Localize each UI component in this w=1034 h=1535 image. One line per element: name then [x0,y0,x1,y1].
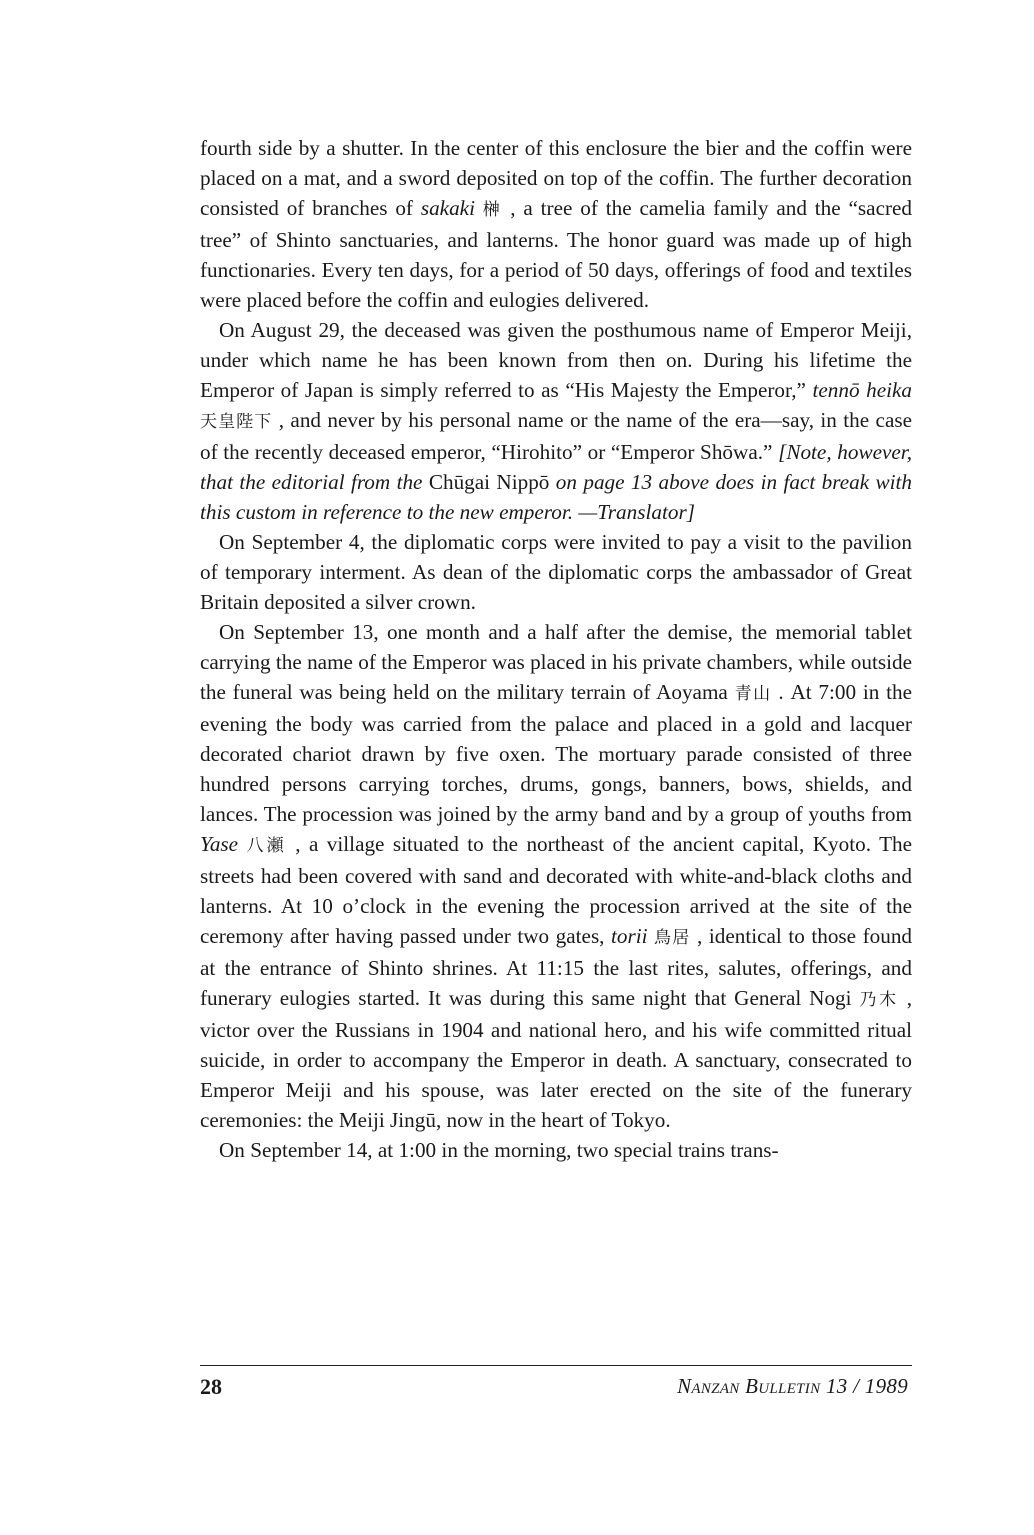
translator-note: on page 13 above does in fact break with this custom in reference to the new emperor. —Translator] [200,470,912,524]
paragraph-2 [200,315,912,527]
paragraph-3 [200,527,912,617]
paragraph-1 [200,133,912,315]
text-run: On September 14, at 1:00 in the morning, two special trains trans- [219,1138,779,1162]
italic-term: sakaki [420,196,475,220]
italic-term: tennō heika [812,378,912,402]
kanji-term: 榊 [482,200,503,220]
paragraph-4 [200,617,912,1135]
page-footer [200,1374,912,1408]
kanji-term: 天皇陛下 [200,412,273,432]
translator-note: [Note, however, that the editorial from the [200,440,912,494]
kanji-term: 青山 [734,684,772,704]
text-run: , a tree of the camelia family and the “sacred tree” of Shinto sanctuaries, and lanterns. The honor guard was made up of high functionaries. Every ten days, for a period of 50 days, offerings of food and textiles were placed before the coffin and eulogies delivered. [200,196,913,312]
journal-issue: 13 / 1989 [820,1374,908,1398]
paragraph-5 [200,1135,912,1165]
kanji-term: 八瀬 [246,836,287,856]
text-run: On September 13, one month and a half after the demise, the memorial tablet carrying the name of the Emperor was placed in his private chambers, while outside the funeral was being held on the military terrain of Aoyama [200,620,912,704]
text-run: On September 4, the diplomatic corps were invited to pay a visit to the pavilion of temporary interment. As dean of the diplomatic corps the ambassador of Great Britain deposited a silver crown. [200,530,912,614]
kanji-term: 鳥居 [654,928,691,948]
newspaper-title: Chūgai Nippō [428,470,550,494]
text-run: . At 7:00 in the evening the body was carried from the palace and placed in a gold and lacquer decorated chariot drawn by five oxen. The mortuary parade consisted of three hundred persons carrying torches, drums, gongs, banners, bows, shields, and lances. The procession was joined by the army band and by a group of youths from [200,680,912,826]
journal-title [677,1374,908,1399]
page-number: 28 [200,1374,222,1399]
text-run: , victor over the Russians in 1904 and national hero, and his wife committed ritual suicide, in order to accompany the Emperor in death. A sanctuary, consecrated to Emperor Meiji and his spouse, was later erected on the site of the funerary ceremonies: the Meiji Jingū, now in the heart of Tokyo. [200,986,912,1132]
text-run: fourth side by a shutter. In the center of this enclosure the bier and the coffin were placed on a mat, and a sword deposited on top of the coffin. The further decoration consisted of branches of [200,136,912,220]
italic-term: Yase [200,832,239,856]
text-run: , identical to those found at the entrance of Shinto shrines. At 11:15 the last rites, salutes, offerings, and funerary eulogies started. It was during this same night that General Nogi [200,924,913,1010]
text-run: , a village situated to the northeast of the ancient capital, Kyoto. The streets had been covered with sand and decorated with white-and-black cloths and lanterns. At 10 o’clock in the evening the procession arrived at the site of the ceremony after having passed under two gates, [200,832,913,948]
italic-term: torii [611,924,648,948]
footer-rule [200,1365,912,1366]
page-body [200,133,912,1165]
text-run: , and never by his personal name or the name of the era—say, in the case of the recently deceased emperor, “Hirohito” or “Emperor Shōwa.” [200,408,913,464]
text-run: On August 29, the deceased was given the posthumous name of Emperor Meiji, under which name he has been known from then on. During his lifetime the Emperor of Japan is simply referred to as “His Majesty the Emperor,” [200,318,912,402]
kanji-term: 乃木 [859,990,899,1010]
journal-name: Nanzan Bulletin [677,1374,821,1398]
